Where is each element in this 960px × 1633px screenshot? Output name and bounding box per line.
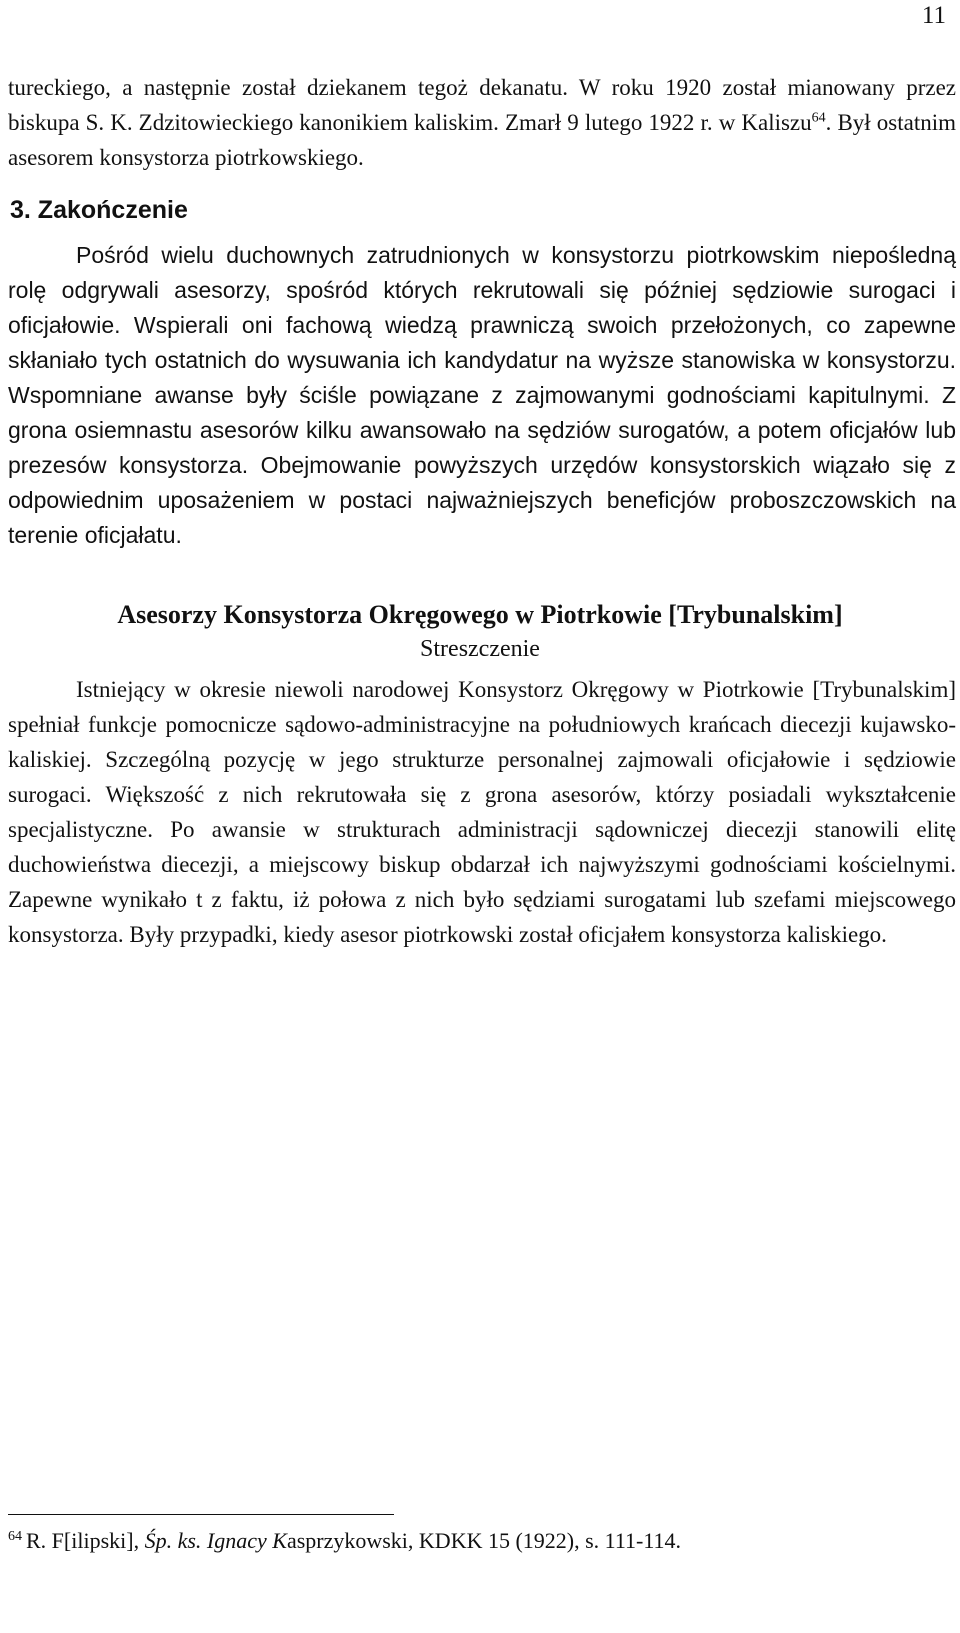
intro-paragraph (8, 70, 956, 175)
section-heading: 3. Zakończenie (10, 196, 188, 224)
summary-paragraph: Istniejący w okresie niewoli narodowej Konsystorz Okręgowy w Piotrkowie [Trybunalskim] spełniał funkcje pomocnicze sądowo-administracyjne na południowych krańcach diecezji kujawsko-kaliskiej. Szczególną pozycję w jego strukturze personalnej zajmowali oficjałowie i sędziowie surogaci. Większość z nich rekrutowała się z grona asesorów, którzy posiadali wykształcenie specjalistyczne. Po awansie w strukturach administracji sądowniczej diecezji stanowili elitę duchowieństwa diecezji, a miejscowy biskup obdarzał ich najwyższymi godnościami kościelnymi. Zapewne wynikało t z faktu, iż połowa z nich było sędziami surogatami lub szefami miejscowego konsystorza. Były przypadki, kiedy asesor piotrkowski został oficjałem konsystorza kaliskiego. (8, 677, 956, 947)
footnote-reference[interactable]: 64 (811, 110, 826, 126)
intro-text-b: . Był ostatnim asesorem konsystorza piotrkowskiego. (8, 110, 956, 170)
footnote-divider (8, 1514, 394, 1515)
footnote-title: Śp. ks. Ignacy K (144, 1528, 287, 1553)
footnote-marker: 64 (8, 1528, 22, 1544)
conclusion-section (8, 238, 956, 553)
summary-subtitle: Streszczenie (420, 636, 540, 662)
footnote-rest: asprzykowski, KDKK 15 (1922), s. 111-114. (286, 1528, 682, 1553)
page-number: 11 (921, 2, 946, 29)
intro-text (8, 70, 956, 175)
footnote-author: R. F[ilipski], (26, 1528, 140, 1553)
footnote (8, 1528, 681, 1554)
conclusion-paragraph: Pośród wielu duchownych zatrudnionych w konsystorzu piotrkowskim niepośledną rolę odgrywali asesorzy, spośród których rekrutowali się później sędziowie surogaci i oficjałowie. Wspierali oni fachową wiedzą prawniczą swoich przełożonych, co zapewne skłaniało tych ostatnich do wysuwania ich kandydatur na wyższe stanowiska w konsystorzu. Wspomniane awanse były ściśle powiązane z zajmowanymi godnościami kapitulnymi. Z grona osiemnastu asesorów kilku awansowało na sędziów surogatów, a potem oficjałów lub prezesów konsystorza. Obejmowanie powyższych urzędów konsystorskich wiązało się z odpowiednim uposażeniem w postaci najważniejszych beneficjów proboszczowskich na terenie oficjałatu. (8, 242, 956, 548)
summary-section (8, 672, 956, 952)
intro-text-a: tureckiego, a następnie został dziekanem tegoż dekanatu. W roku 1920 został mianowany przez biskupa S. K. Zdzitowieckiego kanonikiem kaliskim. Zmarł 9 lutego 1922 r. w Kaliszu (8, 75, 956, 135)
summary-title: Asesorzy Konsystorza Okręgowego w Piotrkowie [Trybunalskim] (117, 600, 843, 629)
